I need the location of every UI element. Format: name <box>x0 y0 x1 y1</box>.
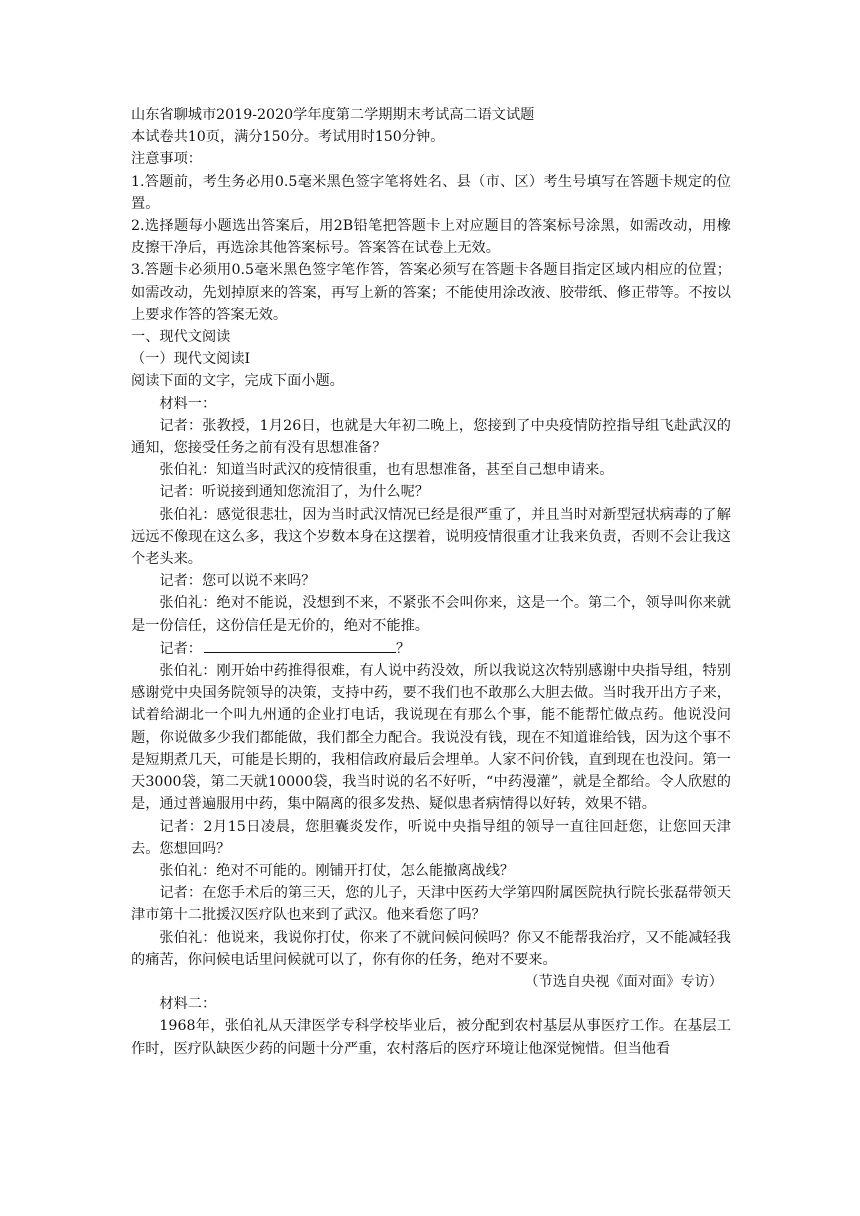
interview-line: 张伯礼：他说来，我说你打仗，你来了不就问候问候吗？你又不能帮我治疗，又不能减轻我的痛苦，你问候电话里问候就可以了，你有你的任务，绝对不要来。 <box>131 929 731 968</box>
document-body <box>131 104 731 1060</box>
interview-line: 张伯礼：知道当时武汉的疫情很重，也有思想准备，甚至自己想申请来。 <box>159 462 614 479</box>
interview-line: 记者：在您手术后的第三天，您的儿子，天津中医药大学第四附属医院执行院长张磊带领天津市第十二批援汉医疗队也来到了武汉。他来看您了吗？ <box>131 885 731 924</box>
notice-item-2: 2.选择题每小题选出答案后，用2B铅笔把答题卡上对应题目的答案标号涂黑，如需改动，用橡皮擦干净后，再选涂其他答案标号。答案答在试卷上无效。 <box>131 218 731 257</box>
notice-item-3: 3.答题卡必须用0.5毫米黑色签字笔作答，答案必须写在答题卡各题目指定区域内相应的位置；如需改动，先划掉原来的答案，再写上新的答案；不能使用涂改液、胶带纸、修正带等。不按以上要求作答的答案无效。 <box>131 262 731 323</box>
material-label: 材料二： <box>159 996 217 1013</box>
interview-line-prefix: 记者： <box>159 640 202 657</box>
interview-line-suffix: ？ <box>395 640 411 657</box>
interview-line: 记者：2月15日凌晨，您胆囊炎发作，听说中央指导组的领导一直往回赶您，让您回天津去。您想回吗？ <box>131 818 731 857</box>
interview-line: 张伯礼：绝对不能说，没想到不来，不紧张不会叫你来，这是一个。第二个，领导叫你来就是一份信任，这份信任是无价的，绝对不能推。 <box>131 595 731 634</box>
notice-item-1: 1.答题前，考生务必用0.5毫米黑色签字笔将姓名、县（市、区）考生号填写在答题卡规定的位置。 <box>131 173 731 212</box>
answer-blank <box>204 637 396 653</box>
subsection-heading: （一）现代文阅读Ⅰ <box>131 351 251 368</box>
material-label: 材料一： <box>159 395 217 412</box>
exam-title: 山东省聊城市2019-2020学年度第二学期期末考试高二语文试题 <box>131 107 535 123</box>
exam-subtitle: 本试卷共10页，满分150分。考试用时150分钟。 <box>131 129 445 146</box>
interview-line: 张伯礼：刚开始中药推得很难，有人说中药没效，所以我说这次特别感谢中央指导组，特别感谢党中央国务院领导的决策，支持中药，要不我们也不敢那么大胆去做。当时我开出方子来，试着给湖北一个叫九州通的企业打电话，我说现在有那么个事，能不能帮忙做点药。他说没问题，你说做多少我们都能做，我们都全力配合。我说没有钱，现在不知道谁给钱，因为这个事不是短期煮几天，可能是长期的，我相信政府最后会埋单。人家不问价钱，直到现在也没问。第一天3000袋，第二天就10000袋，我当时说的名不好听，“中药漫灌”，就是全都给。令人欣慰的是，通过普遍服用中药，集中隔离的很多发热、疑似患者病情得以好转，效果不错。 <box>131 663 731 813</box>
interview-line: 张伯礼：感觉很悲壮，因为当时武汉情况已经是很严重了，并且当时对新型冠状病毒的了解远远不像现在这么多，我这个岁数本身在这摆着，说明疫情很重才让我来负责，否则不会让我这个老头来。 <box>131 506 731 568</box>
reading-instruction: 阅读下面的文字，完成下面小题。 <box>131 373 344 390</box>
interview-line: 记者：听说接到通知您流泪了，为什么呢？ <box>159 484 429 501</box>
interview-line: 记者：您可以说不来吗？ <box>159 573 316 590</box>
section-heading: 一、现代文阅读 <box>131 329 231 346</box>
interview-line: 张伯礼：绝对不可能的。刚铺开打仗，怎么能撤离战线？ <box>159 862 515 879</box>
interview-line-with-blank <box>131 637 731 660</box>
source-note: （节选自央视《面对面》专访） <box>524 973 723 990</box>
notice-heading: 注意事项： <box>131 151 202 168</box>
body-paragraph: 1968年，张伯礼从天津医学专科学校毕业后，被分配到农村基层从事医疗工作。在基层工作时，医疗队缺医少药的问题十分严重，农村落后的医疗环境让他深觉惋惜。但当他看 <box>131 1018 731 1057</box>
interview-line: 记者：张教授，1月26日，也就是大年初二晚上，您接到了中央疫情防控指导组飞赴武汉的通知，您接受任务之前有没有思想准备？ <box>131 417 731 457</box>
